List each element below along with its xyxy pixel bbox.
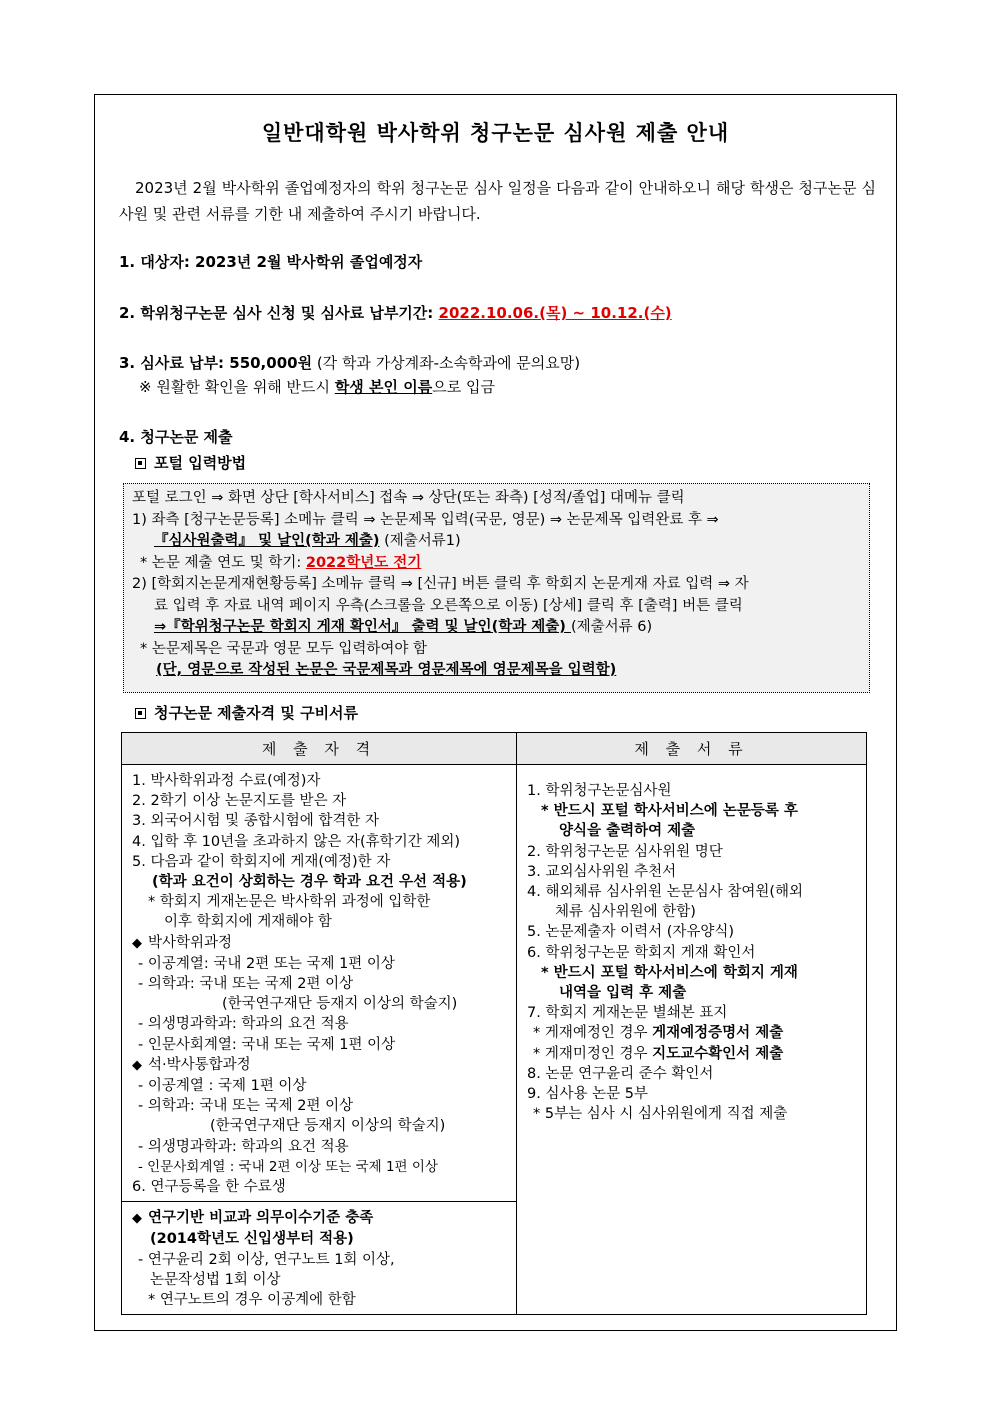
portal-header-text: 포털 입력방법 [154,454,247,472]
sub-text-a: ※ 원활한 확인을 위해 반드시 [139,378,335,396]
section-3-fee [119,352,580,373]
group-title: 연구기반 비교과 의무이수기준 충족 [148,1210,374,1227]
list-item: 1. 박사학위과정 수료(예정)자 [132,773,321,789]
group-title: 석·박사통합과정 [148,1056,251,1073]
list-item: * 연구노트의 경우 이공계에 한함 [148,1292,356,1309]
list-item: 3. 외국어시험 및 종합시험에 합격한 자 [132,813,379,830]
list-item: 양식을 출력하여 제출 [559,823,696,840]
diamond-bullet-icon: ◆ [132,935,142,951]
portal-line: * 논문제목은 국문과 영문 모두 입력하여야 함 [140,640,428,657]
list-item: (2014학년도 신입생부터 적용) [150,1231,354,1248]
list-item: 4. 입학 후 10년을 초과하지 않은 자(휴학기간 제외) [132,833,460,850]
list-item: 내역을 입력 후 제출 [559,985,687,1002]
sub-text-c: 으로 입금 [432,378,495,396]
list-item: - 인문사회계열 : 국내 2편 이상 또는 국제 1편 이상 [138,1158,438,1175]
eligibility-cell [122,765,517,1202]
list-item: 7. 학회지 게재논문 별쇄본 표지 [527,1005,728,1022]
documents-cell [517,765,867,1315]
list-item [132,1208,506,1229]
column-header-documents: 제 출 서 류 [517,733,867,765]
list-item: * 학회지 게재논문은 박사학위 과정에 입학한 [148,894,431,911]
notice-frame [94,94,897,1331]
list-item: - 이공계열: 국내 2편 또는 국제 1편 이상 [138,955,395,972]
list-item: 이후 학회지에 게재해야 함 [164,914,332,931]
semester-value: 2022학년도 전기 [305,554,422,571]
list-item: (한국연구재단 등재지 이상의 학술지) [210,1118,446,1135]
list-item: - 의생명과학과: 학과의 요건 적용 [138,1016,349,1033]
doc-ref: (제출서류 6) [570,619,653,635]
list-item: 2. 2학기 이상 논문지도를 받은 자 [132,793,347,810]
list-item: - 인문사회계열: 국내 또는 국제 1편 이상 [138,1036,396,1053]
section-2-period [119,302,672,323]
list-item: 2. 학위청구논문 심사위원 명단 [527,843,723,860]
list-item: - 의학과: 국내 또는 국제 2편 이상 [138,1098,354,1115]
list-item: * 반드시 포털 학사서비스에 학회지 게재 [541,964,798,981]
list-item: (한국연구재단 등재지 이상의 학술지) [222,996,458,1013]
section-2-label: 2. 학위청구논문 심사 신청 및 심사료 납부기간: [119,304,439,322]
period-dates: 2022.10.06.(목) ~ 10.12.(수) [438,304,672,322]
requirements-table [121,732,867,1315]
square-bullet-icon [135,458,146,469]
intro-paragraph: 2023년 2월 박사학위 졸업예정자의 학위 청구논문 심사 일정을 다음과 같이 안내하오니 해당 학생은 청구논문 심사원 및 관련 서류를 기한 내 제출하여 주시기 바랍니다. [119,179,876,223]
list-item: (학과 요건이 상회하는 경우 학과 요건 우선 적용) [152,874,467,891]
list-item [132,933,506,954]
doc-ref: (제출서류1) [379,533,461,549]
list-item: - 의학과: 국내 또는 국제 2편 이상 [138,976,354,993]
section-3-sub [139,376,495,397]
portal-line: 1) 좌측 [청구논문등록] 소메뉴 클릭 ⇒ 논문제목 입력(국문, 영문) ⇒ 논문제목 입력완료 후 ⇒ [132,511,719,528]
list-item: 체류 심사위원에 한함) [555,904,696,921]
square-bullet-icon [135,708,146,719]
portal-line [132,617,861,639]
case-doc: 게재예정증명서 제출 [652,1025,784,1042]
diamond-bullet-icon: ◆ [132,1211,142,1227]
list-item: * 5부는 심사 시 심사위원에게 직접 제출 [533,1106,788,1123]
list-item [132,1055,506,1076]
portal-method-header [135,452,246,473]
section-3-label: 3. 심사료 납부: 550,000원 [119,354,313,372]
sub-text-name: 학생 본인 이름 [334,378,433,396]
list-item: * 반드시 포털 학사서비스에 논문등록 후 [541,803,798,820]
section-1-target: 1. 대상자: 2023년 2월 박사학위 졸업예정자 [119,253,423,271]
portal-line: (단, 영문으로 작성된 논문은 국문제목과 영문제목에 영문제목을 입력함) [156,662,617,678]
list-item: - 이공계열 : 국제 1편 이상 [138,1078,307,1095]
table-header [135,702,358,723]
portal-line [132,553,861,575]
list-item: 6. 연구등록을 한 수료생 [132,1179,286,1196]
list-item [527,1023,856,1043]
list-item: 8. 논문 연구윤리 준수 확인서 [527,1065,714,1082]
list-item: - 연구윤리 2회 이상, 연구노트 1회 이상, [138,1251,395,1268]
portal-line: 포털 로그인 ⇒ 화면 상단 [학사서비스] 접속 ⇒ 상단(또는 좌측) [성적/졸업] 대메뉴 클릭 [132,490,685,506]
research-requirement-cell [122,1202,517,1315]
print-form-text: 『심사원출력』 및 날인(학과 제출) [154,533,380,549]
list-item: 9. 심사용 논문 5부 [527,1086,648,1103]
list-item: - 의생명과학과: 학과의 요건 적용 [138,1138,349,1155]
case-doc: 지도교수확인서 제출 [652,1045,784,1062]
journal-confirm-text: ⇒『학위청구논문 학회지 게재 확인서』 출력 및 날인(학과 제출) [154,619,571,635]
group-title: 박사학위과정 [148,934,233,951]
case-text: * 게재예정인 경우 [533,1025,653,1042]
portal-line: 료 입력 후 자료 내역 페이지 우측(스크롤을 오른쪽으로 이동) [상세] 클릭 후 [출력] 버튼 클릭 [154,597,743,614]
portal-instructions-box [123,483,870,693]
portal-line [132,531,861,553]
list-item: 4. 해외체류 심사위원 논문심사 참여원(해외 [527,884,804,901]
column-header-eligibility: 제 출 자 격 [122,733,517,765]
page-title: 일반대학원 박사학위 청구논문 심사원 제출 안내 [261,121,730,145]
section-4-label: 4. 청구논문 제출 [119,428,233,446]
portal-line: 2) [학회지논문게재현황등록] 소메뉴 클릭 ⇒ [신규] 버튼 클릭 후 학회지 논문게재 자료 입력 ⇒ 자 [132,576,749,592]
list-item [527,1044,856,1064]
list-item: 논문작성법 1회 이상 [150,1271,281,1288]
case-text: * 게재미정인 경우 [533,1045,653,1062]
list-item: 6. 학위청구논문 학회지 게재 확인서 [527,944,756,961]
table-header-text: 청구논문 제출자격 및 구비서류 [154,704,359,722]
list-item: 5. 다음과 같이 학회지에 게재(예정)한 자 [132,853,391,870]
list-item: 5. 논문제출자 이력서 (자유양식) [527,924,735,941]
list-item: 3. 교외심사위원 추천서 [527,863,677,880]
list-item: 1. 학위청구논문심사원 [527,783,672,799]
diamond-bullet-icon: ◆ [132,1057,142,1073]
semester-label: * 논문 제출 연도 및 학기: [140,554,306,571]
section-3-note: (각 학과 가상계좌-소속학과에 문의요망) [312,354,581,372]
